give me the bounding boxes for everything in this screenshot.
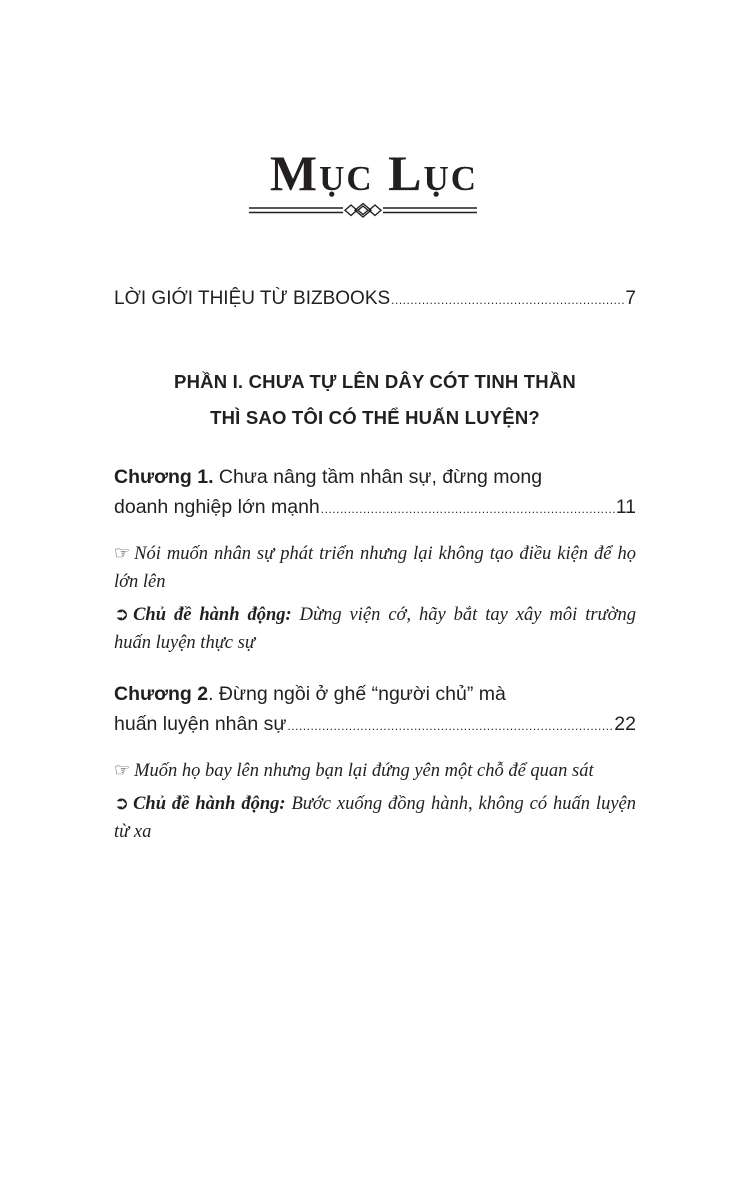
chapter-1-action-label: Chủ đề hành động:	[133, 605, 292, 625]
chapter-1-action	[114, 600, 636, 657]
chapter-2-page: 22	[614, 713, 636, 735]
chapter-2-title-line2: huấn luyện nhân sự	[114, 713, 287, 735]
pointing-hand-icon: ☞	[114, 543, 131, 563]
title-ornament-divider	[247, 201, 479, 221]
toc-entry-chapter-1-line2[interactable]	[114, 492, 636, 524]
dot-leader	[287, 711, 613, 741]
chapter-1-page: 11	[615, 496, 636, 518]
toc-entry-chapter-2[interactable]	[114, 679, 636, 709]
arrow-right-icon: ➲	[114, 793, 130, 813]
toc-entry-chapter-1[interactable]	[114, 462, 636, 492]
chapter-2-note	[114, 756, 636, 785]
toc-entry-intro-page: 7	[625, 288, 636, 309]
dot-leader	[321, 494, 615, 524]
chapter-2-action-label: Chủ đề hành động:	[133, 794, 286, 814]
chapter-2-title-line1: . Đừng ngồi ở ghế “người chủ” mà	[208, 683, 506, 705]
chapter-1-title-line2: doanh nghiệp lớn mạnh	[114, 496, 320, 518]
chapter-2-number: Chương 2	[114, 683, 209, 705]
chapter-1-title-line1: Chưa nâng tầm nhân sự, đừng mong	[213, 466, 543, 488]
toc-entry-intro[interactable]	[114, 284, 636, 315]
toc-entry-intro-label: LỜI GIỚI THIỆU TỪ BIZBOOKS	[114, 288, 391, 309]
part-1-heading-line1: PHẦN I. CHƯA TỰ LÊN DÂY CÓT TINH THẦN	[174, 371, 576, 392]
arrow-right-icon: ➲	[114, 604, 130, 624]
pointing-hand-icon: ☞	[114, 760, 131, 780]
chapter-1-action-text: Dừng viện cớ, hãy bắt tay xây môi trường huấn luyện thực sự	[114, 605, 636, 653]
chapter-2-note-text: Muốn họ bay lên nhưng bạn lại đứng yên một chỗ để quan sát	[134, 761, 594, 781]
chapter-1-note	[114, 539, 636, 596]
chapter-2-action-text: Bước xuống đồng hành, không có huấn luyện từ xa	[114, 794, 636, 842]
toc-entry-chapter-2-line2[interactable]	[114, 709, 636, 741]
part-1-heading-line2: THÌ SAO TÔI CÓ THỂ HUẤN LUYỆN?	[210, 407, 540, 428]
chapter-2-action	[114, 789, 636, 846]
part-1-heading	[114, 364, 636, 436]
chapter-1-number: Chương 1.	[114, 466, 214, 488]
dot-leader	[391, 285, 624, 315]
chapter-1-note-text: Nói muốn nhân sự phát triển nhưng lại không tạo điều kiện để họ lớn lên	[114, 544, 636, 592]
page-title: Mục Lục	[269, 145, 479, 201]
